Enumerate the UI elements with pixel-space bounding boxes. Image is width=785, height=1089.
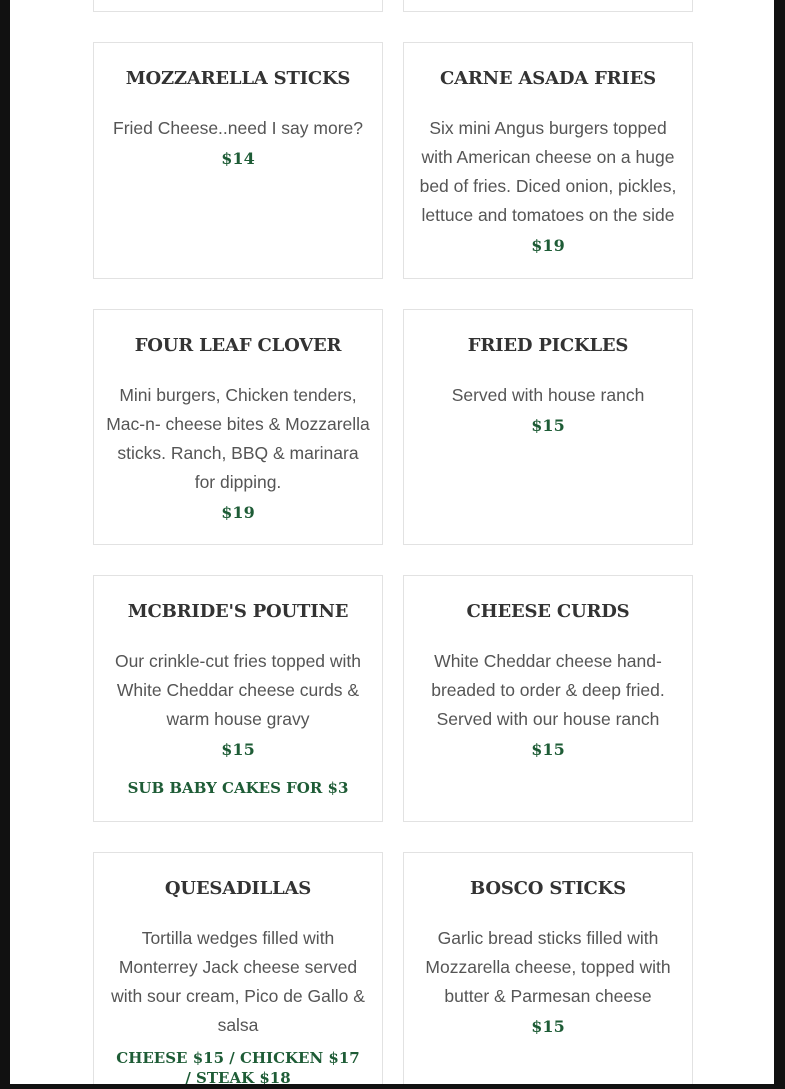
item-description: Tortilla wedges filled with Monterrey Jack cheese served with sour cream, Pico de Gallo & salsa (111, 928, 365, 1035)
item-title: BOSCO STICKS (470, 878, 626, 899)
item-upgrade-note: SUB BABY CAKES FOR $3 (127, 779, 349, 797)
menu-card (403, 575, 693, 822)
item-title: CHEESE CURDS (466, 601, 630, 622)
item-description: Mini burgers, Chicken tenders, Mac-n- cheese bites & Mozzarella sticks. Ranch, BBQ & marinara for dipping. (106, 385, 370, 492)
menu-card (93, 42, 383, 279)
item-price: $19 (221, 503, 255, 522)
item-description: Six mini Angus burgers topped with American cheese on a huge bed of fries. Diced onion, pickles, lettuce and tomatoes on the side (419, 118, 677, 225)
item-title: MOZZARELLA STICKS (125, 68, 351, 89)
item-price: $15 (531, 1017, 565, 1036)
item-title: FOUR LEAF CLOVER (134, 335, 342, 356)
menu-card-partial (93, 0, 383, 12)
menu-page (10, 0, 774, 1084)
item-price: $15 (531, 740, 565, 759)
item-title: MCBRIDE'S POUTINE (127, 601, 349, 622)
menu-card (403, 309, 693, 545)
item-description: Fried Cheese..need I say more? (113, 118, 363, 138)
item-description: White Cheddar cheese hand-breaded to order & deep fried. Served with our house ranch (431, 651, 665, 729)
menu-card (93, 309, 383, 545)
item-description: Our crinkle-cut fries topped with White Cheddar cheese curds & warm house gravy (114, 651, 362, 729)
item-title: QUESADILLAS (164, 878, 312, 899)
item-price: $19 (531, 236, 565, 255)
menu-card-partial (403, 0, 693, 12)
item-title: CARNE ASADA FRIES (440, 68, 656, 89)
menu-card (93, 575, 383, 822)
item-description: Garlic bread sticks filled with Mozzarella cheese, topped with butter & Parmesan cheese (425, 928, 671, 1006)
item-title: FRIED PICKLES (467, 335, 629, 356)
menu-card (93, 852, 383, 1084)
item-price: $14 (221, 149, 255, 168)
item-price: CHEESE $15 / CHICKEN $17 / STEAK $18 (116, 1049, 360, 1084)
item-price: $15 (531, 416, 565, 435)
menu-card (403, 852, 693, 1084)
item-description: Served with house ranch (451, 385, 645, 405)
item-price: $15 (221, 740, 255, 759)
menu-card (403, 42, 693, 279)
